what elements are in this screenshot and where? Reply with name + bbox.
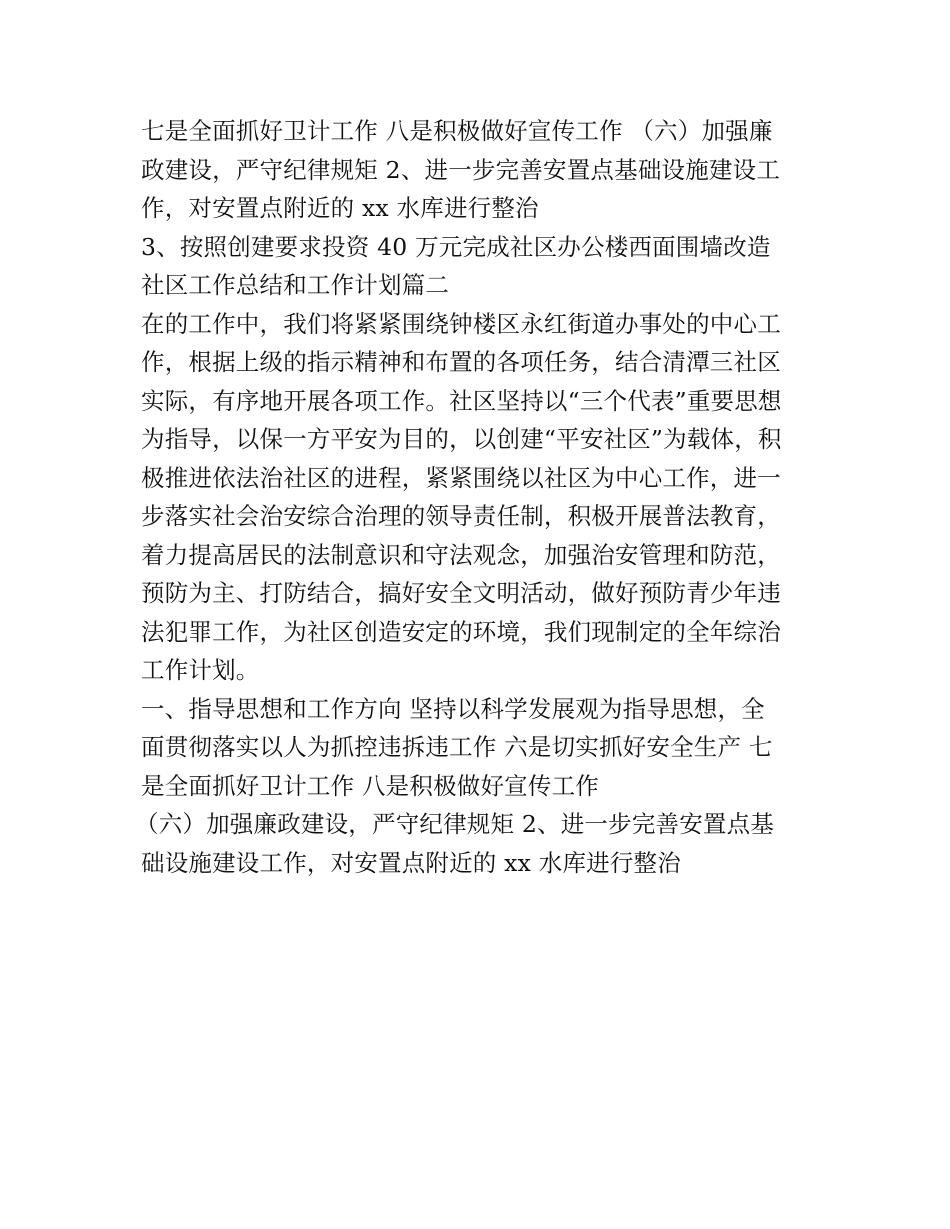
text-line: 预防为主、打防结合，搞好安全文明活动，做好预防青少年违	[141, 579, 781, 607]
text-line: 3、按照创建要求投资 40 万元完成社区办公楼西面围墙改造	[141, 232, 771, 261]
heading-line: 社区工作总结和工作计划篇二	[141, 271, 450, 299]
paragraph-2	[141, 228, 821, 267]
text-line: 步落实社会治安综合治理的领导责任制，积极开展普法教育，	[141, 502, 781, 530]
document-body	[135, 112, 821, 882]
text-line: 政建设，严守纪律规矩 2、进一步完善安置点基础设施建设工	[141, 155, 781, 184]
text-line: 着力提高居民的法制意识和守法观念，加强治安管理和防范，	[141, 540, 781, 569]
text-line: 实际，有序地开展各项工作。社区坚持以“三个代表”重要思想	[141, 386, 782, 415]
text-line: 法犯罪工作，为社区创造安定的环境，我们现制定的全年综治	[141, 617, 781, 646]
text-line: 工作计划。	[141, 656, 260, 684]
text-line: 面贯彻落实以人为抓控违拆违工作 六是切实抓好安全生产 七	[141, 733, 773, 761]
paragraph-3	[141, 305, 821, 690]
text-line: 是全面抓好卫计工作 八是积极做好宣传工作	[141, 771, 599, 800]
text-line: 作，根据上级的指示精神和布置的各项任务，结合清潭三社区	[141, 348, 781, 376]
paragraph-4	[141, 690, 821, 806]
text-line: 作，对安置点附近的 xx 水库进行整治	[141, 194, 539, 222]
text-line: 一、指导思想和工作方向 坚持以科学发展观为指导思想，全	[141, 694, 765, 723]
section-heading	[141, 266, 821, 305]
text-line: 七是全面抓好卫计工作 八是积极做好宣传工作 （六）加强廉	[141, 117, 773, 145]
text-line: 为指导，以保一方平安为目的，以创建“平安社区”为载体，积	[141, 425, 782, 453]
text-line: 极推进依法治社区的进程，紧紧围绕以社区为中心工作，进一	[141, 463, 781, 492]
paragraph-1	[141, 112, 821, 228]
text-line: 础设施建设工作，对安置点附近的 xx 水库进行整治	[141, 848, 681, 877]
paragraph-5	[135, 805, 821, 882]
text-line: 在的工作中，我们将紧紧围绕钟楼区永红街道办事处的中心工	[141, 309, 781, 338]
text-line: （六）加强廉政建设，严守纪律规矩 2、进一步完善安置点基	[135, 810, 775, 838]
